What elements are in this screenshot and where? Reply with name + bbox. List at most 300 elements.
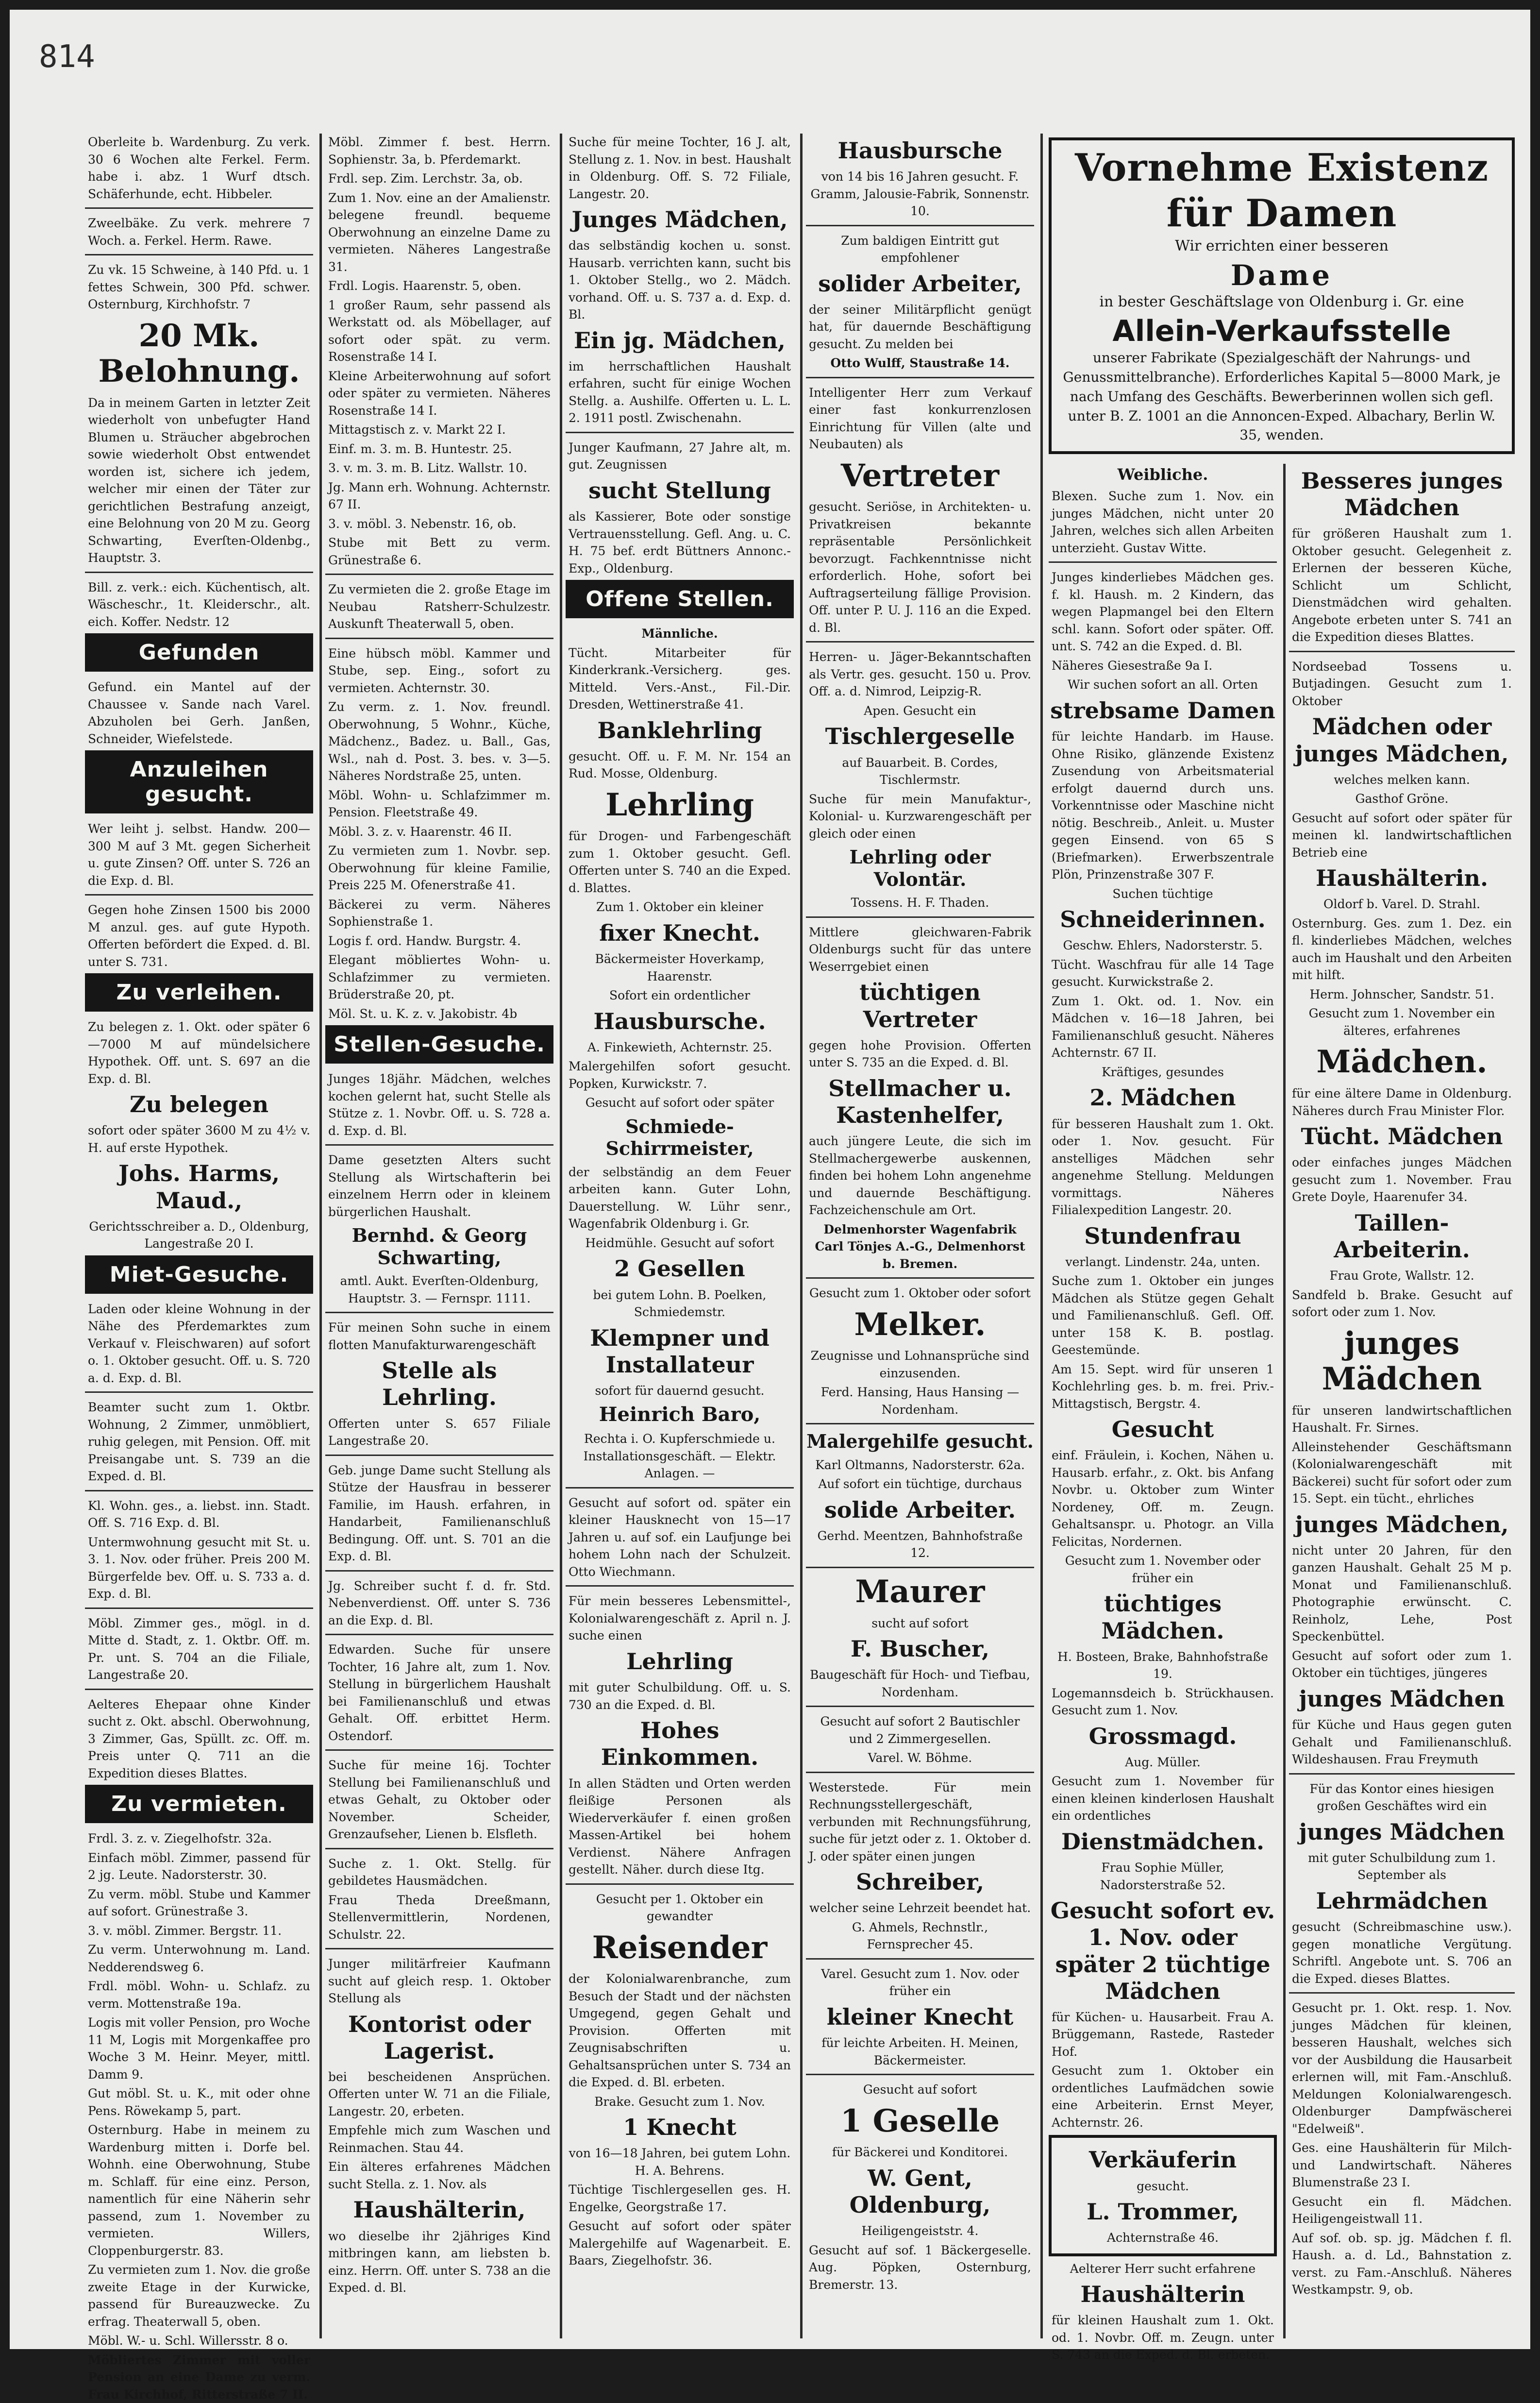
ad-text: wo dieselbe ihr 2jähriges Kind mitbringen kann, am liebsten b. einz. Herrn. Off. unter S. 738 an die Exped. d. Bl. (328, 2229, 551, 2295)
ad-headline: Vertreter (840, 457, 1000, 494)
ad-text: sofort für dauernd gesucht. (595, 1383, 765, 1398)
ad-text: Varel. W. Böhme. (868, 1751, 972, 1765)
ad-text: Gesucht auf sofort oder später (585, 1096, 774, 1110)
ad-headline: Grossmagd. (1088, 1723, 1237, 1749)
ad-text: Gesucht pr. 1. Okt. resp. 1. Nov. junges Mädchen für kleinen, besseren Haushalt, welches sich vor der Ausbildung die Hausarbeit erlernen will, mit Fam.-Anschluß. Meldungen Kolonialwarengesch. Oldenburger Dampfwäscherei "Edelweiß". (1292, 2001, 1512, 2136)
display-ad-box (1049, 134, 1515, 454)
ad-headline: Lehrling (605, 786, 754, 823)
ad-text: der selbständig an dem Feuer arbeiten kann. Guter Lohn, Dauerstellung. W. Lühr senr., Wagenfabrik Oldenburg i. Gr. (569, 1165, 791, 1231)
ad-headline: junges Mädchen, (1295, 1511, 1509, 1538)
ad-headline: junges Mädchen (1322, 1325, 1482, 1398)
ad-text: Möbl. W.- u. Schl. Willersstr. 8 o. (88, 2334, 288, 2348)
ad-text: auf Bauarbeit. B. Cordes, Tischlermstr. (842, 755, 998, 787)
divider (85, 572, 313, 573)
ad-headline: junges Mädchen (1299, 1818, 1505, 1845)
ad-text: Zum 1. Okt. od. 1. Nov. ein Mädchen v. 16—18 Jahren, bei Familienanschluß gesucht. Näheres Achternstr. 67 II. (1052, 994, 1274, 1060)
ad-text: Logis f. ord. Handw. Burgstr. 4. (328, 933, 521, 948)
ad-text: Junger Kaufmann, 27 Jahre alt, m. gut. Zeugnissen (569, 440, 791, 472)
ad-text: Blexen. Suche zum 1. Nov. ein junges Mädchen, nicht unter 20 Jahren, welches sich allen Arbeiten unterzieht. Gustav Witte. (1052, 489, 1274, 555)
ad-text: das selbständig kochen u. sonst. Hausarb. verrichten kann, sucht bis 1. Oktober Stellg., wo 2. Mädch. vorhand. Off. u. S. 737 a. d. Exp. d. Bl. (569, 238, 791, 322)
column-5 (1049, 464, 1277, 2362)
ad-text: Oldorf b. Varel. D. Strahl. (1323, 897, 1480, 912)
ad-text: Junges 18jähr. Mädchen, welches kochen gelernt hat, sucht Stelle als Stütze z. 1. Novbr. Off. u. S. 728 a. d. Exp. d. Bl. (328, 1072, 551, 1138)
ad-text: Möbl. Wohn- u. Schlafzimmer m. Pension. Fleetstraße 49. (328, 788, 551, 819)
divider (566, 1883, 794, 1885)
ad-text: Alleinstehender Geschäftsmann (Kolonialwarengeschäft mit Bäckerei) sucht für sofort oder zum 15. Sept. ein tücht., ehrliches (1292, 1439, 1512, 1506)
ad-headline: sucht Stellung (588, 477, 771, 504)
ad-headline: Junges Mädchen, (571, 206, 788, 233)
ad-text: Ein älteres erfahrenes Mädchen sucht Stella. z. 1. Nov. als (328, 2160, 551, 2191)
ad-text: Frdl. möbl. Wohn- u. Schlafz. zu verm. Mottenstraße 19a. (88, 1979, 310, 2011)
ad-text: Kräftiges, gesundes (1102, 1065, 1224, 1079)
ad-text: Jg. Mann erh. Wohnung. Achternstr. 67 II. (328, 480, 551, 511)
ad-text: amtl. Aukt. Everſten-Oldenburg, Hauptstr. 3. — Fernspr. 1111. (340, 1274, 539, 1305)
divider (1049, 561, 1277, 563)
ad-text: Junges kinderliebes Mädchen ges. f. kl. Haush. m. 2 Kindern, das wegen Plapmangel bei den Eltern schl. kann. Sofort oder später. Off. unt. S. 742 an die Exped. d. Bl. (1052, 570, 1274, 654)
column-rule (560, 134, 562, 2338)
ad-headline: Melker. (854, 1306, 986, 1343)
ad-headline: Lehrmädchen (1316, 1887, 1488, 1914)
ad-headline: 2 Gesellen (614, 1255, 745, 1282)
ad-text: Heidmühle. Gesucht auf sofort (585, 1235, 774, 1250)
ad-text: für leichte Handarb. im Hause. Ohne Risiko, glänzende Existenz Zusendung von Arbeitsmaterial erfolgt dauernd durch uns. Vorkenntnisse oder Maschine nicht nötig. Beschreib., Anleit. u. Muster gegen Einsend. von 65 S (Briefmarken). Erwerbszentrale Plön, Prinzenstraße 307 F. (1052, 729, 1274, 882)
ad-text: Einf. m. 3. m. B. Huntestr. 25. (328, 441, 512, 456)
ad-text: mit guter Schulbildung zum 1. September als (1308, 1850, 1496, 1882)
ad-text: Auf sofort ein tüchtige, durchaus (818, 1477, 1022, 1491)
ad-text: Gesucht auf sofort (863, 2082, 977, 2097)
divider (85, 1391, 313, 1393)
ad-text: bei gutem Lohn. B. Poelken, Schmiedemstr. (593, 1287, 767, 1320)
ad-text: Westerstede. Für mein Rechnungsstellergeschäft, verbunden mit Rechnungsführung, suche für jetzt oder z. 1. Oktober d. J. oder später einen jungen (809, 1780, 1031, 1863)
ad-text: Gesucht auf sofort oder später für meinen kl. landwirtschaftlichen Betrieb eine (1292, 811, 1512, 860)
ad-headline: Haushälterin, (353, 2197, 526, 2223)
ad-text: Frau Sophie Müller, Nadorsterstraße 52. (1100, 1861, 1226, 1892)
ad-headline: Dienstmädchen. (1061, 1828, 1265, 1855)
ad-headline: Besseres junges Mädchen (1301, 468, 1503, 521)
ad-text: Logemannsdeich b. Strückhausen. Gesucht zum 1. Nov. (1052, 1686, 1274, 1718)
ad-text: Herm. Johnscher, Sandstr. 51. (1309, 987, 1494, 1001)
divider (806, 641, 1034, 643)
ad-text: Rechta i. O. Kupferschmiede u. Installationsgeschäft. — Elektr. Anlagen. — (583, 1432, 776, 1481)
ad-text: gesucht. (1137, 2179, 1189, 2193)
divider (566, 432, 794, 433)
ad-text: Otto Wulff, Staustraße 14. (830, 356, 1010, 371)
divider (85, 1689, 313, 1690)
ad-text: Tossens. H. F. Thaden. (851, 896, 989, 910)
ad-text: Möbl. Zimmer ges., mögl. in d. Mitte d. Stadt, z. 1. Oktbr. Off. m. Pr. unt. S. 704 an die Filiale, Langestraße 20. (88, 1616, 310, 1682)
ad-headline: Stundenfrau (1084, 1222, 1241, 1249)
ad-text: Wir errichten einer besseren (1175, 237, 1389, 255)
ad-text: Zum baldigen Eintritt gut empfohlener (841, 233, 999, 265)
ad-text: Elegant möbliertes Wohn- u. Schlafzimmer zu vermieten. Brüderstraße 20, pt. (328, 953, 551, 1001)
ad-text: Am 15. Sept. wird für unseren 1 Kochlehrling ges. b. m. frei. Priv.-Mittagstisch, Bergstr. 4. (1052, 1362, 1274, 1411)
ad-text: für besseren Haushalt zum 1. Okt. oder 1. Nov. gesucht. Für anstelliges Mädchen sehr angenehme Stellung. Meldungen vormittags. Näheres Filialexpedition Langestr. 20. (1052, 1117, 1274, 1217)
ad-text: Suche für meine Tochter, 16 J. alt, Stellung z. 1. Nov. in best. Haushalt in Oldenburg. Off. S. 72 Filiale, Langestr. 20. (569, 135, 791, 201)
ad-text: sofort oder später 3600 M zu 4½ v. H. auf erste Hypothek. (88, 1123, 310, 1155)
ad-headline: Lehrling (626, 1648, 733, 1675)
divider (806, 377, 1034, 378)
ad-text: für kleinen Haushalt zum 1. Okt. od. 1. Novbr. Off. m. Zeugn. unter S. 743 an die Exped. d. Bl. erbeten. (1052, 2313, 1274, 2362)
ad-text: Kl. Wohn. ges., a. liebst. inn. Stadt. Off. S. 716 Exp. d. Bl. (88, 1498, 310, 1530)
column-2 (325, 134, 553, 2338)
ad-headline: Haushälterin (1080, 2281, 1245, 2308)
ad-text: unserer Fabrikate (Spezialgeschäft der Nahrungs- und Genussmittelbranche). Erforderliches Kapital 5—8000 Mark, je nach Umfang des Geschäfts. Bewerberinnen wollen sich gefl. unter B. Z. 1001 an die Annoncen-Exped. Albachary, Berlin W. 35, wenden. (1063, 350, 1501, 443)
ad-headline: Heinrich Baro, (599, 1403, 761, 1426)
ad-text: Edwarden. Suche für unsere Tochter, 16 Jahre alt, zum 1. Nov. Stellung in bürgerlichem Haushalt bei Familienanschluß und etwas Gehalt. Off. erbittet Herm. Ostendorf. (328, 1642, 551, 1743)
ad-text: von 14 bis 16 Jahren gesucht. F. Gramm, Jalousie-Fabrik, Sonnenstr. 10. (810, 169, 1030, 219)
divider (806, 1706, 1034, 1707)
ad-text: Suche für meine 16j. Tochter Stellung bei Familienanschluß und etwas Gehalt, zu Oktober oder November. Scheider, Grenzaufseher, Lienen b. Elsfleth. (328, 1758, 551, 1842)
ad-text: Gerhd. Meentzen, Bahnhofstraße 12. (817, 1528, 1023, 1560)
ad-text: Laden oder kleine Wohnung in der Nähe des Pferdemarktes zum Verkauf v. Fleischwaren) auf sofort o. 1. Oktober gesucht. Off. u. S. 720 a. d. Exp. d. Bl. (88, 1302, 310, 1385)
ad-text: Karl Oltmanns, Nadorsterstr. 62a. (815, 1457, 1025, 1472)
ad-text: Bäckerei zu verm. Näheres Sophienstraße 1. (328, 897, 551, 929)
ad-text: Zu vk. 15 Schweine, à 140 Pfd. u. 1 fettes Schwein, 300 Pfd. schwer. Osternburg, Kirchhofstr. 7 (88, 263, 310, 311)
display-ad-highlight: Allein-Verkaufsstelle (1112, 314, 1451, 349)
ad-headline: Schreiber, (856, 1869, 984, 1895)
subsection-label: Weibliche. (1117, 465, 1208, 484)
column-rule (319, 134, 322, 2338)
display-ad-frame (1049, 137, 1515, 454)
ad-text: Für das Kontor eines hiesigen großen Geschäftes wird ein (1309, 1781, 1494, 1813)
ad-headline: Lehrling oder Volontär. (849, 846, 991, 890)
ad-headline: Reisender (592, 1929, 768, 1966)
ad-text: einf. Fräulein, i. Kochen, Nähen u. Hausarb. erfahr., z. Okt. bis Anfang Novbr. u. Oktober zum Winter Nordeney, Off. m. Zeugn. Gehaltsanspr. u. Photogr. an Villa Felicitas, Nordernen. (1052, 1448, 1274, 1549)
ad-text: Zeugnisse und Lohnansprüche sind einzusenden. (810, 1349, 1030, 1380)
ad-headline: Schmiede-Schirrmeister, (605, 1115, 754, 1160)
ad-headline: Verkäuferin (1088, 2147, 1237, 2173)
ad-headline: junges Mädchen (1299, 1685, 1505, 1712)
ad-text: Osternburg. Ges. zum 1. Dez. ein fl. kinderliebes Mädchen, welches auch im Haushalt und den Arbeiten mit hilft. (1292, 916, 1512, 982)
ad-headline: Johs. Harms, Maud., (118, 1160, 280, 1214)
section-header-anzuleihen: Anzuleihen gesucht. (85, 750, 313, 813)
ad-text: Brake. Gesucht zum 1. Nov. (594, 2094, 765, 2109)
ad-text: H. Bosteen, Brake, Bahnhofstraße 19. (1057, 1649, 1268, 1681)
boxed-ad (1049, 2135, 1277, 2256)
ad-text: Zum 1. Oktober ein kleiner (596, 900, 763, 914)
ad-text: Gerichtsschreiber a. D., Oldenburg, Langestraße 20 I. (89, 1219, 309, 1251)
ad-headline: Maurer (855, 1573, 985, 1610)
ad-headline: 1 Knecht (623, 2114, 737, 2141)
subsection-label: Männliche. (641, 626, 718, 641)
ad-headline: Stellmacher u. Kastenhelfer, (828, 1075, 1012, 1128)
ad-text: Frdl. Logis. Haarenstr. 5, oben. (328, 279, 521, 293)
ad-text: von 16—18 Jahren, bei gutem Lohn. H. A. Behrens. (569, 2146, 791, 2178)
ad-text: Möbliertes Zimmer mit voller Pension an eine Dame zu verm. Frau Kirchhof, Ritterstraße 7 II. (88, 2352, 310, 2402)
section-header-miet-gesuche: Miet-Gesuche. (85, 1255, 313, 1294)
ad-headline: Hausbursche. (593, 1008, 766, 1034)
column-6 (1289, 464, 1515, 2338)
ad-text: Dame gesetzten Alters sucht Stellung als Wirtschafterin bei einzelnem Herrn oder in kleinem bürgerlichen Haushalt. (328, 1153, 551, 1219)
ad-text: Achternstraße 46. (1107, 2231, 1219, 2245)
ad-text: Zweelbäke. Zu verk. mehrere 7 Woch. a. Ferkel. Herm. Rawe. (88, 216, 310, 248)
ad-text: als Kassierer, Bote oder sonstige Vertrauensstellung. Gefl. Ang. u. C. H. 75 bef. erdt Büttners Annonc.-Exp., Oldenburg. (569, 509, 791, 575)
ad-text: Zu verm. z. 1. Nov. freundl. Oberwohnung, 5 Wohnr., Küche, Mädchenz., Badez. u. Ball., Gas, Wsl., nah d. Post. 3. bes. v. 3—5. Näheres Nordstraße 25, unten. (328, 700, 551, 783)
section-header-stellen-gesuche: Stellen-Gesuche. (325, 1025, 553, 1064)
ad-headline: tüchtigen Vertreter (859, 979, 981, 1032)
ad-headline: tüchtiges Mädchen. (1101, 1591, 1224, 1644)
ad-text: gesucht. Off. u. F. M. Nr. 154 an Rud. Mosse, Oldenburg. (569, 749, 791, 781)
ad-headline: 2. Mädchen (1089, 1084, 1236, 1111)
ad-text: der Kolonialwarenbranche, zum Besuch der Stadt und der nächsten Umgegend, gegen Gehalt und Provision. Offerten mit Zeugnisabschriften u. Gehaltsansprüchen unter S. 734 an die Exped. d. Bl. erbeten. (569, 1972, 791, 2090)
divider (806, 1772, 1034, 1773)
ad-text: Frdl. sep. Zim. Lerchstr. 3a, ob. (328, 171, 523, 186)
ad-text: Möbl. Zimmer f. best. Herrn. Sophienstr. 3a, b. Pferdemarkt. (328, 135, 551, 167)
ad-text: Logis mit voller Pension, pro Woche 11 M, Logis mit Morgenkaffee pro Woche 3 M. Heinr. Meyer, mittl. Damm 9. (88, 2015, 310, 2081)
divider (566, 1585, 794, 1587)
ad-text: Gesucht zum 1. Oktober ein ordentliches Laufmädchen sowie eine Arbeiterin. Ernst Meyer, Achternstr. 26. (1052, 2064, 1274, 2130)
ad-text: Gasthof Gröne. (1355, 792, 1449, 806)
ad-headline: strebsame Damen (1050, 697, 1275, 724)
ad-text: im herrschaftlichen Haushalt erfahren, sucht für einige Wochen Stellg. a. Aushilfe. Offerten u. L. L. 2. 1911 postl. Zwischenahn. (569, 359, 791, 425)
ad-headline: Schneiderinnen. (1060, 906, 1266, 933)
ad-text: Bill. z. verk.: eich. Küchentisch, alt. Wäscheschr., 1t. Kleiderschr., alt. eich. Koffer. Nedstr. 12 (88, 580, 310, 629)
ad-text: Wir suchen sofort an all. Orten (1067, 677, 1258, 692)
ad-text: Aug. Müller. (1125, 1755, 1201, 1769)
divider (325, 1312, 553, 1313)
page-number: 814 (39, 39, 95, 75)
divider (1289, 1773, 1515, 1775)
ad-headline: Haushälterin. (1315, 865, 1489, 892)
ad-text: gesucht. Seriöse, in Architekten- u. Privatkreisen bekannte repräsentable Persönlichkeit bevorzugt. Fachkenntnisse nicht erforderlich. Hohe, sofort bei Auftragserteilung fällige Provision. Off. unter P. U. J. 116 an die Exped. d. Bl. (809, 500, 1031, 635)
column-4 (806, 134, 1034, 2338)
divider (325, 574, 553, 575)
ad-text: Gefund. ein Mantel auf der Chaussee v. Sande nach Varel. Abzuholen bei Gerh. Janßen, Schneider, Wiefelstede. (88, 680, 310, 746)
ad-text: Frau Theda Dreeßmann, Stellenvermittlerin, Nordenen, Schulstr. 22. (328, 1893, 551, 1942)
column-rule (800, 134, 803, 2338)
ad-text: Delmenhorster Wagenfabrik Carl Tönjes A.-G., Delmenhorst b. Bremen. (815, 1222, 1025, 1271)
ad-text: Zu vermieten zum 1. Novbr. sep. Oberwohnung für kleine Familie, Preis 225 M. Ofenerstraße 41. (328, 844, 551, 892)
ad-text: Empfehle mich zum Waschen und Reinmachen. Stau 44. (328, 2123, 551, 2155)
ad-text: welches melken kann. (1334, 772, 1470, 787)
ad-text: Suche z. 1. Okt. Stellg. für gebildetes Hausmädchen. (328, 1856, 551, 1888)
ad-headline: Klempner und Installateur (590, 1324, 770, 1378)
ad-headline: W. Gent, Oldenburg, (849, 2165, 991, 2218)
ad-text: Geschw. Ehlers, Nadorsterstr. 5. (1063, 938, 1263, 953)
ad-text: welcher seine Lehrzeit beendet hat. (809, 1901, 1031, 1915)
divider (806, 1277, 1034, 1279)
ad-text: nicht unter 20 Jahren, für den ganzen Haushalt. Gehalt 25 M p. Monat und Familienanschluß. Photographie erwünscht. C. Reinholz, Lehe, Post Speckenbüttel. (1292, 1543, 1512, 1644)
ad-text: Frdl. 3. z. v. Ziegelhofstr. 32a. (88, 1831, 272, 1846)
ad-text: Gesucht zum 1. November ein älteres, erfahrenes (1308, 1006, 1495, 1038)
newspaper-page (10, 10, 1530, 2402)
ad-text: sucht auf sofort (871, 1616, 969, 1630)
ad-text: 1 großer Raum, sehr passend als Werkstatt od. als Möbellager, auf sofort oder spät. zu verm. Rosenstraße 14 I. (328, 298, 551, 364)
divider (325, 1144, 553, 1146)
ad-text: Osternburg. Habe in meinem zu Wardenburg mitten i. Dorfe bel. Wohnh. eine Oberwohnung, Stube m. Schlaff. für eine einz. Person, namentlich für eine Näherin sehr passend, zum 1. November zu vermieten. Willers, Cloppenburgerstr. 83. (88, 2123, 310, 2258)
ad-text: Stube mit Bett zu verm. Grünestraße 6. (328, 536, 551, 567)
ad-text: Zu verm. Unterwohnung m. Land. Nedderendsweg 6. (88, 1943, 310, 1974)
ad-text: für größeren Haushalt zum 1. Oktober gesucht. Gelegenheit z. Erlernen der besseren Küche, Schlicht um Schlicht, Dienstmädchen wird gehalten. Angebote erbeten unter S. 741 an die Expedition dieses Blattes. (1292, 526, 1512, 644)
divider (85, 254, 313, 255)
ad-text: Wer leiht j. selbst. Handw. 200—300 M auf 3 Mt. gegen Sicherheit u. gute Zinsen? Off. unter S. 726 an die Exp. d. Bl. (88, 822, 310, 888)
ad-text: Offerten unter S. 657 Filiale Langestraße 20. (328, 1416, 551, 1448)
ad-headline: Ein jg. Mädchen, (574, 327, 786, 354)
ad-text: Für meinen Sohn suche in einem flotten Manufakturwarengeschäft (328, 1320, 551, 1352)
ad-text: Suche für mein Manufaktur-, Kolonial- u. Kurzwarengeschäft per gleich oder einen (809, 792, 1031, 841)
ad-text: Möbl. 3. z. v. Haarenstr. 46 II. (328, 824, 512, 839)
ad-text: In allen Städten und Orten werden fleißige Personen als Wiederverkäufer f. einen großen Massen-Artikel bei hohem Verdienst. Nähere Anfragen gestellt. Näher. durch diese Itg. (569, 1776, 791, 1877)
divider (806, 225, 1034, 226)
ad-text: Junger militärfreier Kaufmann sucht auf gleich resp. 1. Oktober Stellung als (328, 1957, 551, 2006)
ad-text: in bester Geschäftslage von Oldenburg i. Gr. eine (1099, 293, 1464, 310)
ad-text: Tücht. Waschfrau für alle 14 Tage gesucht. Kurwickstraße 2. (1052, 957, 1274, 989)
ad-text: gegen hohe Provision. Offerten unter S. 735 an die Exped. d. Bl. (809, 1038, 1031, 1070)
ad-text: Beamter sucht zum 1. Oktbr. Wohnung, 2 Zimmer, unmöbliert, ruhig gelegen, mit Pension. Off. mit Preisangabe unt. S. 739 an die Exped. d. Bl. (88, 1400, 310, 1484)
ad-text: Mittagstisch z. v. Markt 22 I. (328, 423, 506, 437)
column-1 (85, 134, 313, 2402)
ad-text: 3. v. m. 3. m. B. Litz. Wallstr. 10. (328, 461, 527, 475)
ad-text: Für mein besseres Lebensmittel-, Kolonialwarengeschäft z. April n. J. suche einen (569, 1594, 791, 1643)
ad-text: für Küche und Haus gegen guten Gehalt und Familienanschluß. Wildeshausen. Frau Freymuth (1292, 1718, 1512, 1767)
section-header-zu-verleihen: Zu verleihen. (85, 973, 313, 1012)
ad-text: mit guter Schulbildung. Off. u. S. 730 an die Exped. d. Bl. (569, 1680, 791, 1712)
ad-text: Einfach möbl. Zimmer, passend für 2 jg. Leute. Nadorsterstr. 30. (88, 1850, 310, 1882)
divider (325, 1570, 553, 1572)
divider (325, 1948, 553, 1949)
column-rule (1040, 134, 1043, 2338)
ad-text: Gesucht ein fl. Mädchen. Heiligengeistwall 11. (1292, 2194, 1512, 2226)
ad-text: Untermwohnung gesucht mit St. u. 3. 1. Nov. oder früher. Preis 200 M. Bürgerfelde bev. Off. u. S. 733 a. d. Exp. d. Bl. (88, 1535, 310, 1601)
ad-text: Sandfeld b. Brake. Gesucht auf sofort oder zum 1. Nov. (1292, 1287, 1512, 1320)
ad-text: auch jüngere Leute, die sich im Stellmachergewerbe auskennen, finden bei hohem Lohn angenehme und dauernde Beschäftigung. Fachzeichenschule am Ort. (809, 1134, 1031, 1218)
ad-text: für leichte Arbeiten. H. Meinen, Bäckermeister. (821, 2036, 1019, 2067)
ad-headline: Malergehilfe gesucht. (806, 1430, 1034, 1453)
ad-headline: F. Buscher, (851, 1636, 989, 1662)
ad-text: für Küchen- u. Hausarbeit. Frau A. Brüggemann, Rastede, Rasteder Hof. (1052, 2010, 1274, 2059)
ad-text: Zum 1. Nov. eine an der Amalienstr. belegene freundl. bequeme Oberwohnung an einzelne Dame zu vermieten. Näheres Langestraße 31. (328, 190, 551, 274)
divider (85, 207, 313, 209)
ad-text: Aelteres Ehepaar ohne Kinder sucht z. Okt. abschl. Oberwohnung, 3 Zimmer, Gas, Spüllt. zc. Off. m. Preis unter Q. 711 an die Expedition dieses Blattes. (88, 1697, 310, 1780)
ad-text: Oberleite b. Wardenburg. Zu verk. 30 6 Wochen alte Ferkel. Ferm. habe i. abz. 1 Wurf dtsch. Schäferhunde, echt. Hibbeler. (88, 135, 310, 201)
divider (325, 1634, 553, 1635)
divider (85, 1608, 313, 1609)
ad-text: Nordseebad Tossens u. Butjadingen. Gesucht zum 1. Oktober (1292, 659, 1512, 708)
ad-text: Mittlere gleichwaren-Fabrik Oldenburgs sucht für das untere Weserrgebiet einen (809, 925, 1031, 974)
ad-text: Gesucht auf sofort oder später Malergehilfe auf Wagenarbeit. E. Baars, Ziegelhofstr. 36. (569, 2219, 791, 2268)
ad-headline: Stelle als Lehrling. (382, 1357, 497, 1411)
ad-text: Gesucht zum 1. November oder früher ein (1065, 1554, 1261, 1585)
ad-text: gesucht (Schreibmaschine usw.). gegen monatliche Vergütung. Schriftl. Angebote unt. S. 706 an die Exped. dieses Blattes. (1292, 1920, 1512, 1986)
ad-text: Kleine Arbeiterwohnung auf sofort oder später zu vermieten. Näheres Rosenstraße 14 I. (328, 369, 551, 418)
ad-headline: solider Arbeiter, (818, 270, 1022, 297)
ad-headline: Kontorist oder Lagerist. (348, 2011, 531, 2064)
ad-text: Frau Grote, Wallstr. 12. (1329, 1269, 1474, 1283)
ad-text: A. Finkewieth, Achternstr. 25. (587, 1040, 772, 1054)
ad-text: Möl. St. u. K. z. v. Jakobistr. 4b (328, 1006, 518, 1021)
ad-text: Auf sof. ob. sp. jg. Mädchen f. fl. Haush. a. d. Ld., Bahnstation z. verst. zu Fam.-Anschluß. Näheres Westkampstr. 9, ob. (1292, 2231, 1512, 2297)
divider (806, 1567, 1034, 1568)
divider (325, 1455, 553, 1456)
ad-text: oder einfaches junges Mädchen gesucht zum 1. November. Frau Grete Doyle, Haarenufer 34. (1292, 1155, 1512, 1204)
ad-text: bei bescheidenen Ansprüchen. Offerten unter W. 71 an die Filiale, Langestr. 20, erbeten. (328, 2069, 551, 2118)
ad-text: Gesucht auf sofort 2 Bautischler und 2 Zimmergesellen. (820, 1714, 1020, 1746)
ad-text: Eine hübsch möbl. Kammer und Stube, sep. Eing., sofort zu vermieten. Achternstr. 30. (328, 646, 551, 695)
divider (1289, 1992, 1515, 1994)
divider (85, 1490, 313, 1491)
ad-headline: Gesucht sofort ev. 1. Nov. oder später 2 tüchtige Mädchen (1050, 1897, 1275, 2004)
ad-text: Zu vermieten die 2. große Etage im Neubau Ratsherr-Schulzestr. Auskunft Theaterwall 5, oben. (328, 582, 551, 631)
divider (806, 916, 1034, 918)
divider (325, 1848, 553, 1849)
ad-headline: 20 Mk. Belohnung. (98, 317, 300, 390)
ad-headline: solide Arbeiter. (824, 1496, 1016, 1523)
divider (806, 2074, 1034, 2075)
ad-text: für eine ältere Dame in Oldenburg. Näheres durch Frau Minister Flor. (1292, 1086, 1512, 1118)
ad-text: Sofort ein ordentlicher (609, 988, 751, 1003)
ad-headline: Tischlergeselle (825, 723, 1015, 750)
ad-text: Tüchtige Tischlergesellen ges. H. Engelke, Georgstraße 17. (569, 2183, 791, 2214)
ad-text: G. Ahmels, Rechnstlr., Fernsprecher 45. (852, 1920, 988, 1952)
section-header-offene-stellen: Offene Stellen. (566, 580, 794, 618)
display-ad-subtitle: Dame (1230, 258, 1333, 292)
ad-headline: L. Trommer, (1087, 2199, 1239, 2225)
ad-text: Herren- u. Jäger-Bekanntschaften als Vertr. ges. gesucht. 150 u. Prov. Off. a. d. Nimrod, Leipzig-R. (809, 650, 1031, 699)
ad-headline: Zu belegen (129, 1091, 269, 1118)
section-header-gefunden: Gefunden (85, 633, 313, 672)
ad-headline: Banklehrling (597, 717, 762, 744)
ad-headline: 1 Geselle (840, 2102, 1000, 2139)
ad-text: Zu belegen z. 1. Okt. oder später 6—7000 M auf mündelsichere Hypothek. Off. unt. S. 697 an die Exp. d. Bl. (88, 1020, 310, 1086)
divider (1289, 651, 1515, 652)
ad-headline: Mädchen oder junges Mädchen, (1295, 713, 1509, 767)
ad-text: Apen. Gesucht ein (864, 703, 976, 718)
ad-text: für Drogen- und Farbengeschäft zum 1. Oktober gesucht. Gefl. Offerten unter S. 740 an die Exped. d. Blattes. (569, 829, 791, 895)
ad-text: Da in meinem Garten in letzter Zeit wiederholt von unbefugter Hand Blumen u. Sträucher abgebrochen sowie wiederholt Obst entwendet worden ist, sichere ich jedem, welcher mir einen der Täter zur gerichtlichen Bestrafung anzeigt, eine Belohnung von 20 M zu. Georg Schwarting, Everſten-Oldenbg., Hauptstr. 3. (88, 395, 310, 565)
divider (325, 638, 553, 639)
ad-text: 3. v. möbl. Zimmer. Bergstr. 11. (88, 1923, 282, 1938)
ad-text: Tücht. Mitarbeiter für Kinderkrank.-Versicherg. ges. Mitteld. Vers.-Anst., Fil.-Dir. Dresden, Wettinerstraße 41. (569, 645, 791, 712)
ad-text: 3. v. möbl. 3. Nebenstr. 16, ob. (328, 516, 517, 531)
ad-text: Intelligenter Herr zum Verkauf einer fast konkurrenzlosen Einrichtung für Villen (alte und Neubauten) als (809, 385, 1031, 452)
ad-headline: Hohes Einkommen. (601, 1717, 759, 1771)
ad-text: Jg. Schreiber sucht f. d. fr. Std. Nebenverdienst. Off. unter S. 736 an die Exp. d. Bl. (328, 1578, 551, 1627)
ad-text: Baugeschäft für Hoch- und Tiefbau, Nordenham. (810, 1668, 1030, 1699)
ad-text: Geb. junge Dame sucht Stellung als Stütze der Hausfrau in besserer Familie, im Haush. erfahren, in Handarbeit, Familienanschluß Bedingung. Off. unt. S. 701 an die Exp. d. Bl. (328, 1463, 551, 1564)
ad-text: Gesucht zum 1. November für einen kleinen kinderlosen Haushalt ein ordentliches (1052, 1774, 1274, 1823)
ad-text: Gesucht auf sofort oder zum 1. Oktober ein tüchtiges, jüngeres (1292, 1648, 1512, 1680)
ad-text: der seiner Militärpflicht genügt hat, für dauernde Beschäftigung gesucht. Zu melden bei (809, 302, 1031, 351)
column-rule (1283, 464, 1286, 2338)
ad-headline: Taillen-Arbeiterin. (1334, 1209, 1470, 1263)
column-3 (566, 134, 794, 2338)
ad-text: Gesucht auf sofort od. später ein kleiner Hausknecht von 15—17 Jahren u. auf sof. ein Laufjunge bei hohem Lohn nach der Schulzeit. Otto Wiechmann. (569, 1495, 791, 1579)
ad-text: Zu verm. möbl. Stube und Kammer auf sofort. Grünestraße 3. (88, 1887, 310, 1919)
ad-headline: Bernhd. & Georg Schwarting, (352, 1224, 527, 1269)
ad-text: Varel. Gesucht zum 1. Nov. oder früher ein (821, 1966, 1019, 1998)
ad-text: Suchen tüchtige (1112, 886, 1213, 901)
ad-text: Heiligengeiststr. 4. (861, 2224, 979, 2238)
ad-headline: fixer Knecht. (599, 919, 760, 946)
ad-text: Bäckermeister Hoverkamp, Haarenstr. (595, 952, 765, 983)
divider (325, 1749, 553, 1751)
ad-text: Gesucht auf sof. 1 Bäckergeselle. Aug. Pöpken, Osternburg, Bremerstr. 13. (809, 2243, 1031, 2292)
ad-text: Gut möbl. St. u. K., mit oder ohne Pens. Röwekamp 5, part. (88, 2086, 310, 2118)
ad-headline: kleiner Knecht (826, 2003, 1014, 2030)
section-header-zu-vermieten: Zu vermieten. (85, 1785, 313, 1823)
ad-text: für unseren landwirtschaftlichen Haushalt. Fr. Sirnes. (1292, 1403, 1512, 1435)
divider (566, 1487, 794, 1489)
ad-text: Gesucht zum 1. Oktober oder sofort (809, 1286, 1031, 1301)
display-ad-title: Vornehme Existenz für Damen (1075, 146, 1489, 236)
ad-text: Aelterer Herr sucht erfahrene (1070, 2261, 1256, 2276)
ad-text: Ferd. Hansing, Haus Hansing — Nordenham. (820, 1385, 1020, 1417)
divider (806, 1423, 1034, 1424)
ad-text: Näheres Giesestraße 9a I. (1052, 658, 1213, 673)
ad-headline: Tücht. Mädchen (1301, 1123, 1503, 1150)
ad-text: Zu vermieten zum 1. Nov. die große zweite Etage in der Kurwicke, passend für Bureauzwecke. Zu erfrag. Theaterwall 5, oben. (88, 2263, 310, 2329)
ad-text: verlangt. Lindenstr. 24a, unten. (1065, 1254, 1260, 1269)
